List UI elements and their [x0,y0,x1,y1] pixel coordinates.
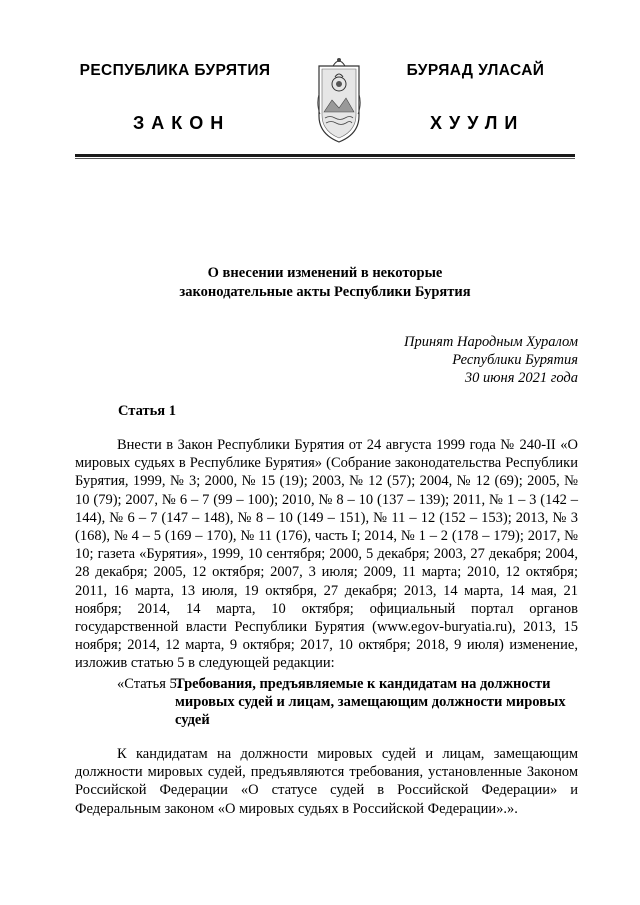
header-law-ru: ЗАКОН [133,113,231,133]
quoted-article-title: Требования, предъявляемые к кандидатам на должности мировых судей и лицам, замещающим должности мировых судей [175,676,566,728]
header-divider-thin [75,158,575,159]
coat-of-arms-icon [316,54,362,146]
law-title-line-2: законодательные акты Республики Бурятия [179,284,471,300]
law-title-line-1: О внесении изменений в некоторые [207,265,443,281]
adoption-note-line-2: Республики Бурятия [452,352,578,368]
adoption-note-line-1: Принят Народным Хуралом [403,334,578,350]
quoted-article-5-body: К кандидатам на должности мировых судей и лицам, замещающим должности мировых судей, предъявляются требования, установленные Законом Российской Федерации «О статусе судей в Российской Федерации» и Федеральным законом «О мировых судьях в Российской Федерации».». [75,746,578,817]
header-republic-name-ru: РЕСПУБЛИКА БУРЯТИЯ [79,62,271,79]
quoted-article-number: «Статья 5. [117,676,181,692]
header-republic-name-bua: БУРЯАД УЛАСАЙ [406,62,545,79]
adoption-note-date: 30 июня 2021 года [464,370,578,386]
header-law-bua: ХУУЛИ [430,113,525,133]
law-title [75,264,575,302]
header-divider [75,154,575,157]
adoption-note [318,333,578,387]
article-1-heading: Статья 1 [118,403,176,419]
article-1-body: Внести в Закон Республики Бурятия от 24 августа 1999 года № 240-II «О мировых судьях в Республике Бурятия» (Собрание законодательства Республики Бурятия, 1999, № 3; 2000, № 15 (19); 2003, № 12 (57); 2004, № 12 (69); 2005, № 10 (79); 2007, № 6 – 7 (99 – 100); 2010, № 8 – 10 (137 – 139); 2011, № 1 – 3 (142 – 144), № 6 – 7 (147 – 148), № 8 – 10 (149 – 151), № 11 – 12 (152 – 153); 2013, № 3 (168), № 4 – 5 (169 – 170), № 11 (176), часть I; 2014, № 1 – 2 (178 – 179); 2017, № 10; газета «Бурятия», 1999, 10 сентября; 2000, 5 декабря; 2003, 27 декабря; 2004, 28 декабря; 2005, 12 октября; 2007, 3 июля; 2009, 11 марта; 2010, 12 октября; 2011, 16 марта, 13 июля, 19 октября, 27 декабря; 2013, 14 марта, 14 мая, 21 ноября; 2014, 14 марта, 10 октября; официальный портал органов государственной власти Республики Бурятия (www.egov-buryatia.ru), 2013, 15 ноября; 2014, 12 марта, 9 октября; 2017, 10 октября; 2018, 9 июля) изменение, изложив статью 5 в следующей редакции: [75,437,578,672]
